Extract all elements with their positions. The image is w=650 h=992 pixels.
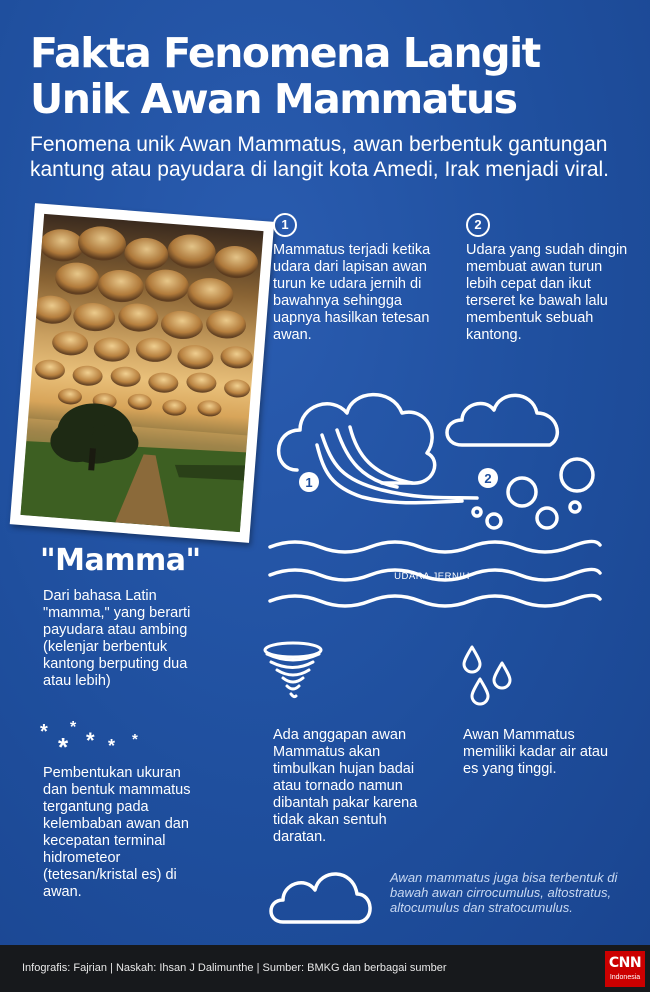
cnn-logo-text: CNN <box>608 955 642 971</box>
cnn-logo <box>605 951 645 987</box>
large-cloud-icon <box>279 395 435 484</box>
mammatus-photo <box>20 214 263 532</box>
svg-text:*: * <box>86 728 95 753</box>
mamma-title: "Mamma" <box>40 543 201 578</box>
cloud-icon <box>265 860 375 930</box>
footer-credits: Infografis: Fajrian | Naskah: Ihsan J Dalimunthe | Sumber: BMKG dan berbagai sumber <box>22 962 447 974</box>
droplet-circle-2 <box>508 478 536 506</box>
title-line-2: Unik Awan Mammatus <box>30 75 517 123</box>
droplet-circle-5 <box>570 502 580 512</box>
droplet-circle-6 <box>473 508 481 516</box>
water-drops-icon <box>462 645 522 707</box>
mammatus-formation-diagram <box>262 375 622 620</box>
svg-text:*: * <box>108 736 116 756</box>
step-1-text: Mammatus terjadi ketika udara dari lapisan awan turun ke udara jernih di bawahnya sehingga uapnya hasilkan tetesan awan. <box>273 242 431 343</box>
page-title <box>30 30 630 122</box>
step-2-text: Udara yang sudah dingin membuat awan turun lebih cepat dan ikut terseret ke bawah lalu membentuk sebuah kantong. <box>466 242 628 343</box>
note-text: Awan mammatus juga bisa terbentuk di bawah awan cirrocumulus, altostratus, altocumulus dan stratocumulus. <box>390 870 618 915</box>
svg-text:*: * <box>40 721 48 743</box>
air-flow-line-3 <box>350 427 412 483</box>
clear-air-label: UDARA JERNIH <box>394 571 470 582</box>
photo-frame <box>10 203 275 543</box>
step-2-number: 2 <box>466 213 490 237</box>
droplet-circle-1 <box>561 459 593 491</box>
water-text: Awan Mammatus memiliki kadar air atau es yang tinggi. <box>463 727 609 777</box>
cnn-logo-subtext: Indonesia <box>609 974 641 981</box>
page-subtitle: Fenomena unik Awan Mammatus, awan berbentuk gantungan kantung atau payudara di langit kota Amedi, Irak menjadi viral. <box>30 133 610 181</box>
title-line-1: Fakta Fenomena Langit <box>30 29 540 77</box>
diagram-label-2: 2 <box>484 471 492 486</box>
mamma-text: Dari bahasa Latin "mamma," yang berarti payudara atau ambing (kelenjar berbentuk kantong berputing dua atau lebih) <box>43 588 191 689</box>
droplet-circle-4 <box>487 514 501 528</box>
small-cloud-icon <box>447 395 557 445</box>
tornado-icon <box>263 640 329 706</box>
footer <box>0 945 650 992</box>
air-flow-line-4 <box>317 445 462 503</box>
wave-line-1 <box>270 541 600 552</box>
formation-text: Pembentukan ukuran dan bentuk mammatus tergantung pada kelembaban awan dan kecepatan terminal hidrometeor (tetesan/kristal es) di awan. <box>43 765 191 900</box>
storm-text: Ada anggapan awan Mammatus akan timbulkan hujan badai atau tornado namun dibantah pakar karena tidak akan sentuh daratan. <box>273 727 418 845</box>
wave-line-3 <box>270 595 600 606</box>
diagram-label-1: 1 <box>305 475 313 490</box>
svg-text:*: * <box>70 719 77 736</box>
svg-text:*: * <box>132 731 138 748</box>
droplet-circle-3 <box>537 508 557 528</box>
photo-illustration <box>20 214 263 532</box>
svg-text:*: * <box>58 732 69 758</box>
step-1-number: 1 <box>273 213 297 237</box>
snowflakes-icon <box>40 718 150 758</box>
